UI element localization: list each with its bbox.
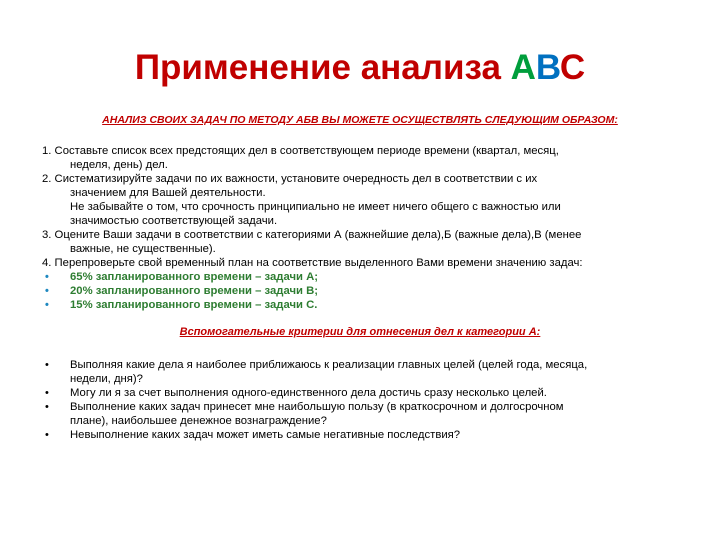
allocation-item-a bbox=[42, 270, 692, 284]
step-4-line1: 4. Перепроверьте свой временный план на соответствие выделенного Вами времени значению задач: bbox=[42, 257, 583, 269]
bullet-icon: • bbox=[45, 299, 49, 311]
step-3-line2: важные, не существенные). bbox=[70, 243, 216, 255]
step-1-line1: 1. Составьте список всех предстоящих дел в соответствующем периоде времени (квартал, месяц, bbox=[42, 145, 559, 157]
bullet-icon: • bbox=[45, 285, 49, 297]
criteria-item bbox=[42, 428, 692, 442]
allocation-text: 15% запланированного времени – задачи С. bbox=[70, 299, 318, 311]
step-2-line1: 2. Систематизируйте задачи по их важности, установите очередность дел в соответствии с их bbox=[42, 173, 538, 185]
title-letter-b: В bbox=[535, 48, 560, 87]
step-1-line2: неделя, день) дел. bbox=[70, 159, 168, 171]
allocation-list bbox=[42, 270, 692, 312]
bullet-icon: • bbox=[45, 271, 49, 283]
criteria-line2: недели, дня)? bbox=[70, 373, 143, 385]
criteria-item bbox=[42, 358, 692, 386]
allocation-item-b bbox=[42, 284, 692, 298]
step-3-line1: 3. Оцените Ваши задачи в соответствии с категориями А (важнейшие дела),Б (важные дела),В (менее bbox=[42, 229, 582, 241]
title-letter-c: С bbox=[559, 48, 586, 87]
subtitle: АНАЛИЗ СВОИХ ЗАДАЧ ПО МЕТОДУ АБВ ВЫ МОЖЕТЕ ОСУЩЕСТВЛЯТЬ СЛЕДУЮЩИМ ОБРАЗОМ: bbox=[102, 114, 618, 126]
title-prefix: Применение анализа bbox=[134, 48, 511, 87]
criteria-item bbox=[42, 386, 692, 400]
step-2-note2: значимостью соответствующей задачи. bbox=[70, 215, 278, 227]
criteria-item bbox=[42, 400, 692, 428]
criteria-list bbox=[42, 358, 692, 442]
step-1 bbox=[42, 144, 692, 172]
steps-section bbox=[42, 144, 692, 312]
criteria-line1: Выполняя какие дела я наиболее приближаюсь к реализации главных целей (целей года, месяца, bbox=[70, 359, 588, 371]
criteria-line1: Выполнение каких задач принесет мне наибольшую пользу (в краткосрочном и долгосрочном bbox=[70, 401, 564, 413]
criteria-line1: Невыполнение каких задач может иметь самые негативные последствия? bbox=[70, 429, 461, 441]
allocation-text: 65% запланированного времени – задачи А; bbox=[70, 271, 319, 283]
bullet-icon: • bbox=[45, 359, 49, 371]
step-2-line2: значением для Вашей деятельности. bbox=[70, 187, 266, 199]
criteria-line1: Могу ли я за счет выполнения одного-единственного дела достичь сразу несколько целей. bbox=[70, 387, 547, 399]
page-title bbox=[0, 44, 720, 92]
allocation-item-c bbox=[42, 298, 692, 312]
bullet-icon: • bbox=[45, 387, 49, 399]
criteria-line2: плане), наибольшее денежное вознаграждение? bbox=[70, 415, 327, 427]
step-3 bbox=[42, 228, 692, 256]
bullet-icon: • bbox=[45, 401, 49, 413]
step-2-note1: Не забывайте о том, что срочность принципиально не имеет ничего общего с важностью или bbox=[70, 201, 561, 213]
step-4 bbox=[42, 256, 692, 270]
step-2 bbox=[42, 172, 692, 228]
allocation-text: 20% запланированного времени – задачи В; bbox=[70, 285, 319, 297]
title-letter-a: А bbox=[510, 48, 536, 87]
criteria-heading: Вспомогательные критерии для отнесения дел к категории А: bbox=[179, 326, 541, 338]
bullet-icon: • bbox=[45, 429, 49, 441]
